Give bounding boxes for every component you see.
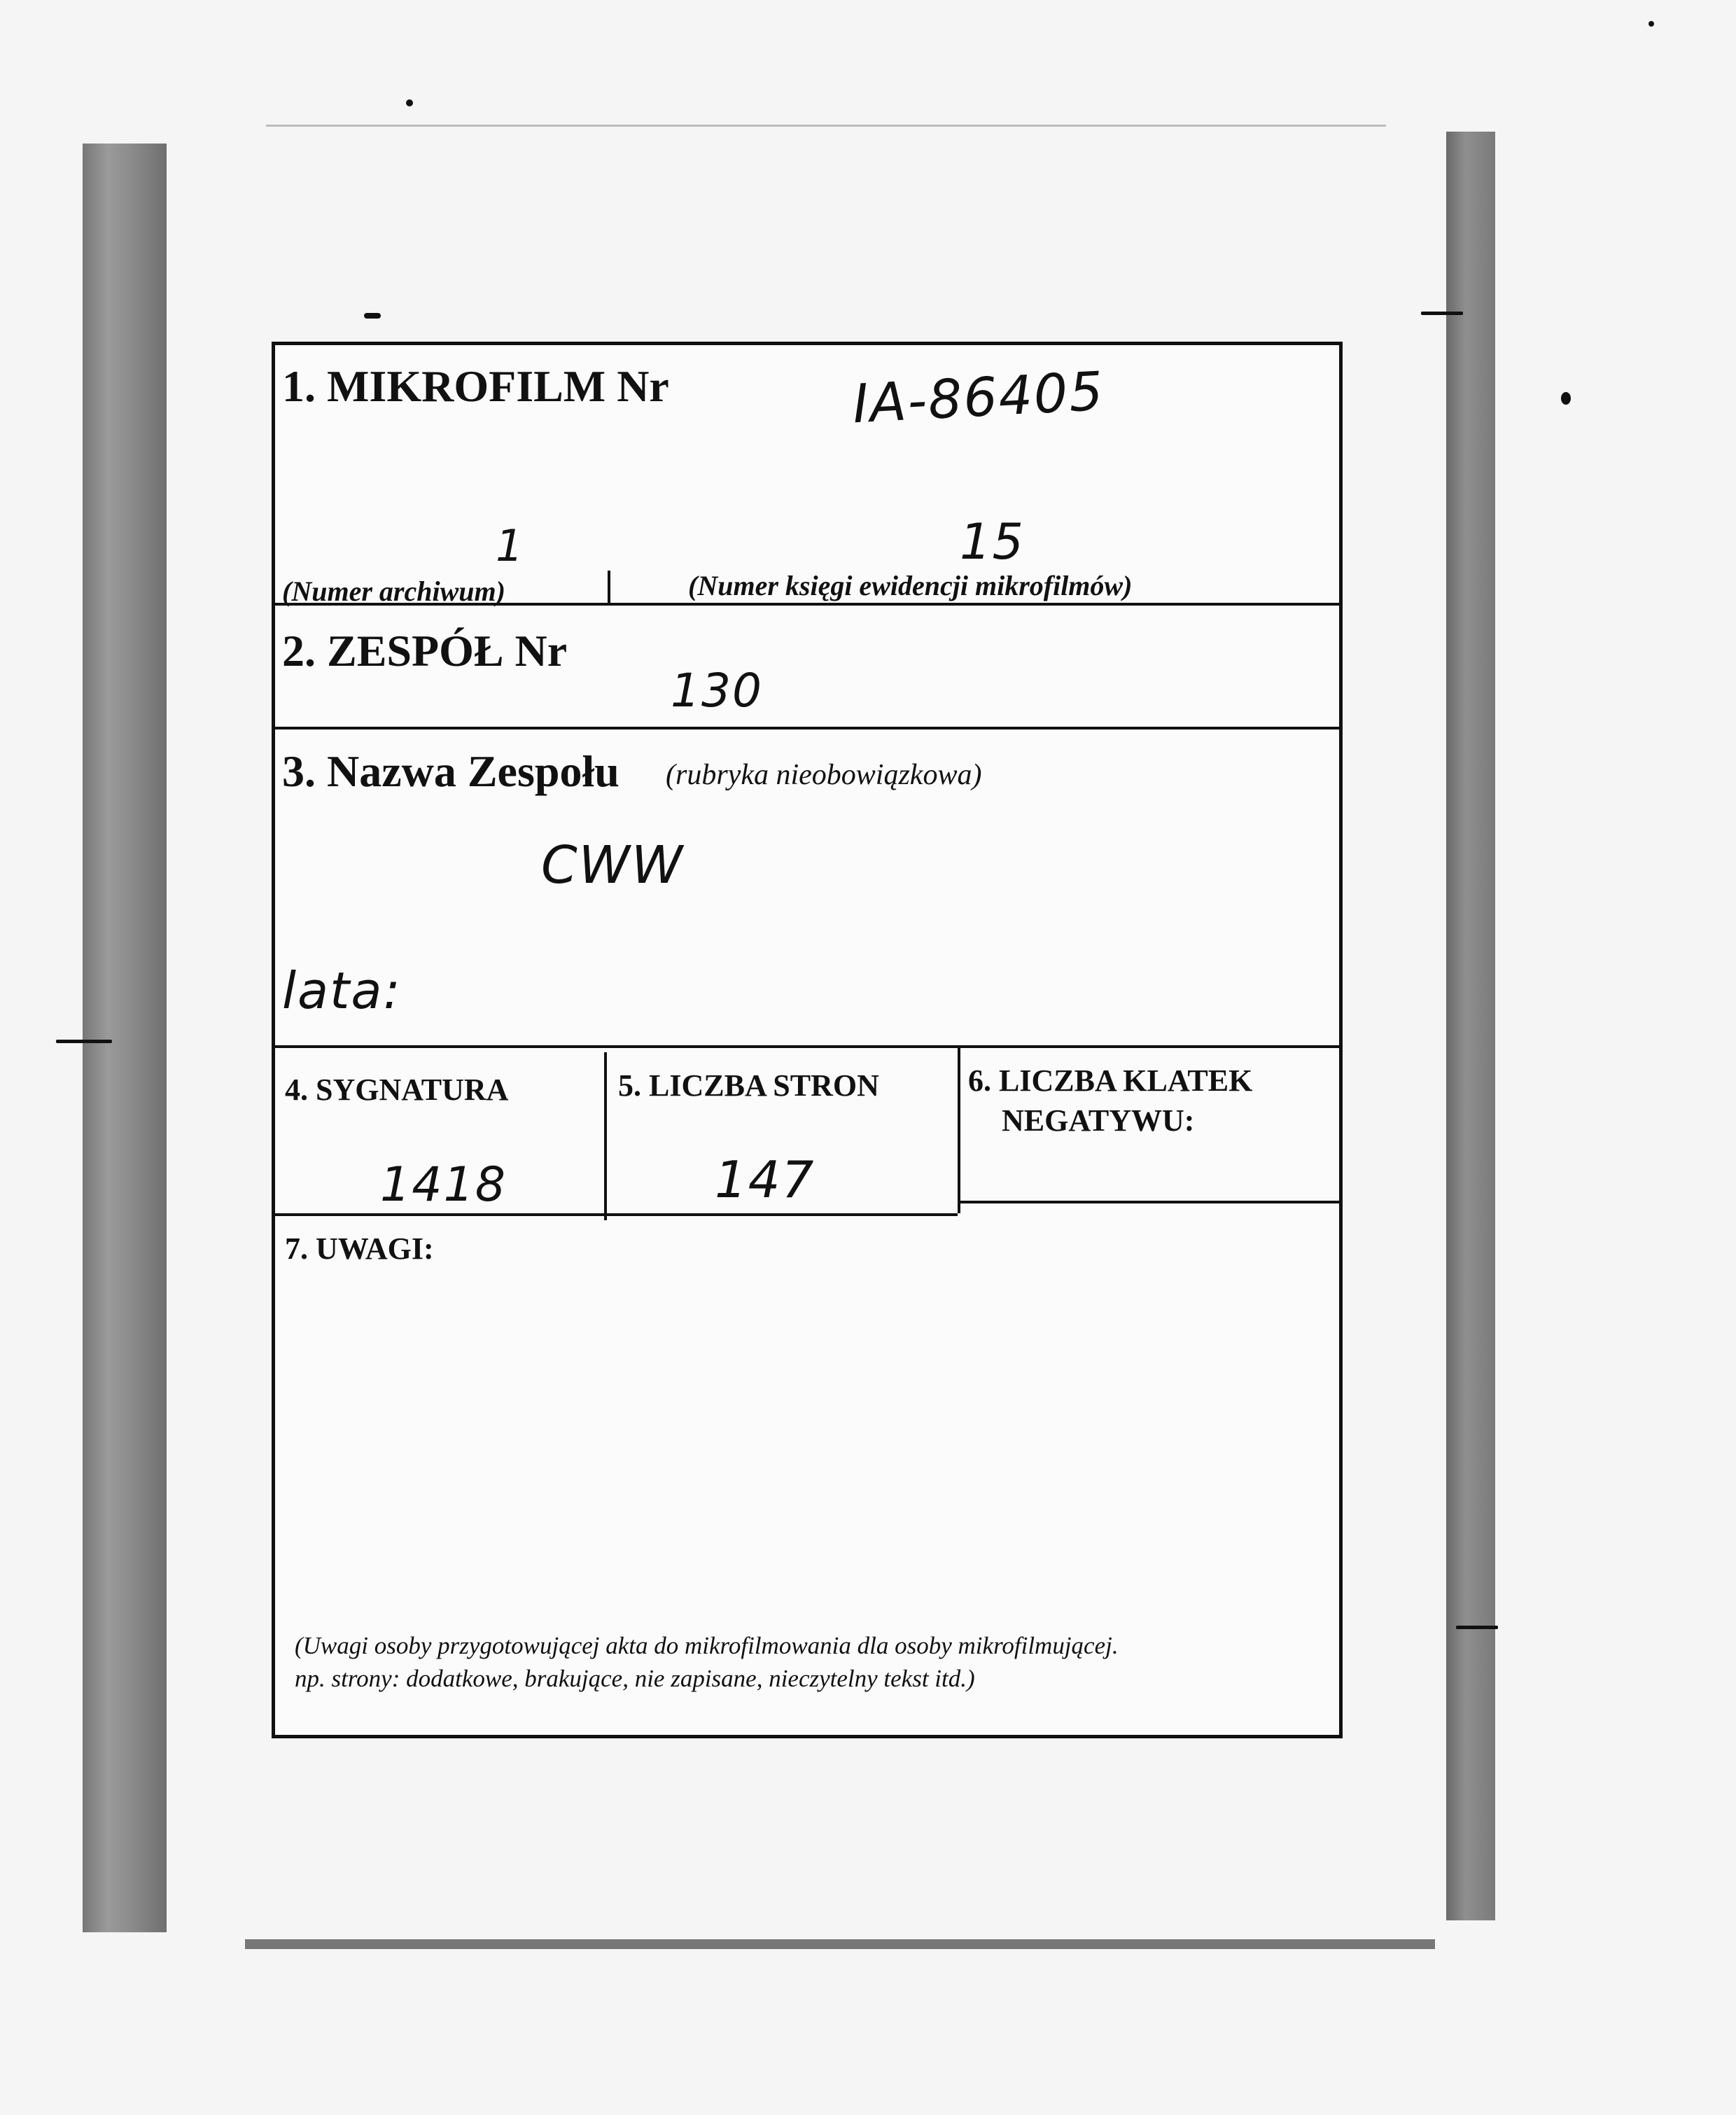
column-divider-1 <box>604 1052 607 1220</box>
register-number-handwritten: 15 <box>960 513 1026 571</box>
film-edge-top <box>266 125 1386 127</box>
uwagi-footnote-line1: (Uwagi osoby przygotowującej akta do mikrofilmowania dla osoby mikrofilmującej. <box>295 1632 1119 1659</box>
scan-speck <box>1648 21 1654 27</box>
sygnatura-heading: 4. SYGNATURA <box>285 1073 509 1107</box>
scan-speck <box>1421 312 1463 315</box>
uwagi-footnote-line2: np. strony: dodatkowe, brakujące, nie zapisane, nieczytelny tekst itd.) <box>295 1665 975 1692</box>
mikrofilm-heading: 1. MIKROFILM Nr <box>282 361 669 411</box>
liczba-stron-handwritten: 147 <box>715 1150 816 1209</box>
film-edge-right <box>1446 132 1495 1920</box>
label-divider <box>608 571 610 606</box>
zespol-number-handwritten: 130 <box>671 664 763 718</box>
liczba-stron-heading: 5. LICZBA STRON <box>618 1068 879 1103</box>
scan-speck <box>406 99 413 106</box>
archive-number-handwritten: 1 <box>496 520 525 571</box>
microfilm-form <box>272 342 1343 1738</box>
liczba-klatek-heading-line1: 6. LICZBA KLATEK <box>968 1063 1253 1098</box>
scan-speck <box>364 313 381 319</box>
nazwa-note: (rubryka nieobowiązkowa) <box>666 759 982 791</box>
mikrofilm-number-handwritten: IA-86405 <box>850 359 1106 435</box>
sygnatura-handwritten: 1418 <box>380 1157 507 1213</box>
divider-2 <box>275 727 1339 730</box>
film-edge-left <box>83 144 167 1932</box>
archive-number-label: (Numer archiwum) <box>282 575 505 607</box>
nazwa-heading: 3. Nazwa Zespołu <box>282 746 620 796</box>
film-edge-bottom <box>245 1939 1435 1949</box>
scan-speck <box>1456 1626 1498 1629</box>
nazwa-handwritten: CWW <box>541 835 685 895</box>
divider-4-left <box>275 1213 958 1216</box>
uwagi-heading: 7. UWAGI: <box>285 1231 434 1266</box>
zespol-heading: 2. ZESPÓŁ Nr <box>282 626 568 676</box>
column-divider-2 <box>958 1045 960 1213</box>
divider-3 <box>275 1045 1339 1048</box>
years-handwritten: lata: <box>282 961 402 1020</box>
divider-4-right <box>958 1201 1339 1203</box>
scan-speck <box>56 1040 112 1043</box>
scan-speck <box>1561 392 1571 405</box>
liczba-klatek-heading-line2: NEGATYWU: <box>1002 1103 1195 1138</box>
divider-1 <box>275 603 1339 606</box>
register-number-label: (Numer księgi ewidencji mikrofilmów) <box>688 570 1133 601</box>
